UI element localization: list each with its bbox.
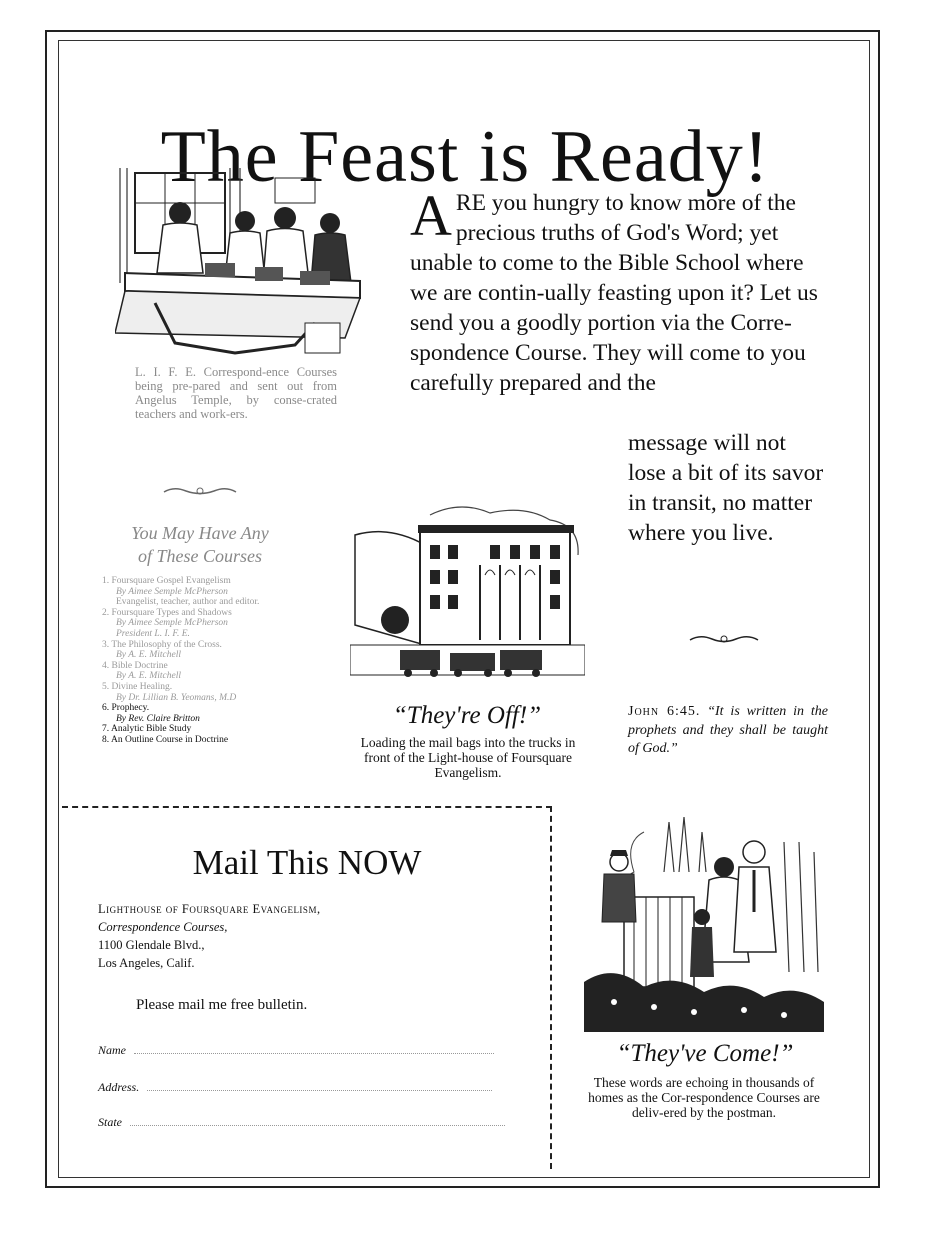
state-line[interactable]: [130, 1115, 505, 1126]
course-item: [102, 661, 302, 682]
theyve-come-caption: These words are echoing in thousands of homes as the Cor-respondence Courses are deliv-ered by the postman.: [588, 1075, 820, 1120]
course-num: 1.: [102, 576, 110, 586]
course-num: 6.: [102, 703, 110, 714]
courses-heading: [100, 522, 300, 568]
courses-heading-line2: of These Courses: [137, 546, 262, 566]
theyre-off-caption: Loading the mail bags into the trucks in front of the Light-house of Foursquare Evangelism.: [360, 735, 576, 780]
course-num: 2.: [102, 607, 110, 618]
scripture-ref: John 6:45.: [628, 704, 701, 719]
course-author: By A. E. Mitchell: [116, 650, 181, 661]
course-item: [102, 724, 302, 735]
page-title: The Feast is Ready!: [160, 115, 770, 198]
course-name: An Outline Course in Doctrine: [110, 734, 229, 745]
postman-illustration: [584, 812, 824, 1032]
address-org: Lighthouse of Foursquare Evangelism,: [98, 902, 321, 916]
address-dept: Correspondence Courses,: [98, 920, 228, 934]
state-label: State: [98, 1115, 122, 1129]
course-name: Foursquare Types and Shadows: [111, 607, 232, 618]
course-item: [102, 576, 302, 608]
intro-continued: message will not lose a bit of its savor in transit, no matter where you live.: [628, 430, 824, 546]
address-field[interactable]: [98, 1080, 518, 1095]
coupon-address: [98, 900, 538, 972]
theyre-off-quote: “They're Off!”: [392, 702, 542, 729]
course-extra: President L. I. F. E.: [116, 628, 190, 639]
address-city: Los Angeles, Calif.: [98, 956, 195, 970]
theyve-come-quote: “They've Come!”: [616, 1040, 794, 1067]
intro-paragraph: [410, 183, 830, 398]
course-num: 8.: [102, 734, 110, 745]
intro-text: RE you hungry to know more of the precious truths of God's Word; yet unable to come to the Bible School where we are contin-ually feasting upon it? Let us send you a goodly portion via the Corre-spondence Course. They will come to you carefully prepared and the: [410, 190, 818, 396]
course-author: By Dr. Lillian B. Yeomans, M.D: [116, 692, 237, 703]
course-author: By A. E. Mitchell: [116, 671, 181, 682]
scripture-verse: “It is written in the prophets and they shall be taught of God.”: [628, 704, 828, 756]
course-name: Prophecy.: [111, 703, 150, 714]
address-street: 1100 Glendale Blvd.,: [98, 938, 205, 952]
name-field[interactable]: [98, 1043, 518, 1058]
course-name: The Philosophy of the Cross.: [111, 639, 222, 650]
coupon-request: Please mail me free bulletin.: [136, 997, 308, 1013]
course-name: Analytic Bible Study: [110, 724, 192, 735]
address-line[interactable]: [147, 1080, 492, 1091]
name-label: Name: [98, 1043, 126, 1057]
course-author: By Aimee Semple McPherson: [116, 586, 228, 597]
illustration-caption: L. I. F. E. Correspond-ence Courses being pre-pared and sent out from Angelus Temple, by conse-crated teachers and work-ers.: [135, 365, 337, 421]
ornament-divider-left: [162, 484, 238, 498]
courses-heading-line1: You May Have Any: [131, 523, 269, 543]
course-num: 4.: [102, 660, 110, 671]
course-item: [102, 703, 302, 724]
course-author: By Rev. Claire Britton: [116, 713, 200, 724]
course-item: [102, 640, 302, 661]
name-line[interactable]: [134, 1043, 494, 1054]
course-num: 7.: [102, 724, 110, 735]
course-num: 3.: [102, 639, 110, 650]
office-workers-illustration: [115, 163, 365, 363]
course-author: By Aimee Semple McPherson: [116, 618, 228, 629]
coupon-title: Mail This NOW: [192, 843, 422, 882]
course-list: [102, 576, 302, 746]
course-extra: Evangelist, teacher, author and editor.: [116, 597, 260, 608]
course-name: Foursquare Gospel Evangelism: [111, 576, 231, 586]
ornament-divider-right: [688, 632, 760, 646]
course-item: [102, 682, 302, 703]
scripture-quote: [628, 703, 828, 759]
course-name: Bible Doctrine: [111, 660, 168, 671]
course-item: [102, 735, 302, 746]
state-field[interactable]: [98, 1115, 518, 1130]
course-num: 5.: [102, 681, 110, 692]
course-item: [102, 608, 302, 640]
address-label: Address.: [98, 1080, 140, 1094]
lighthouse-building-illustration: [350, 505, 585, 690]
dropcap: A: [410, 183, 452, 248]
course-name: Divine Healing.: [111, 681, 173, 692]
